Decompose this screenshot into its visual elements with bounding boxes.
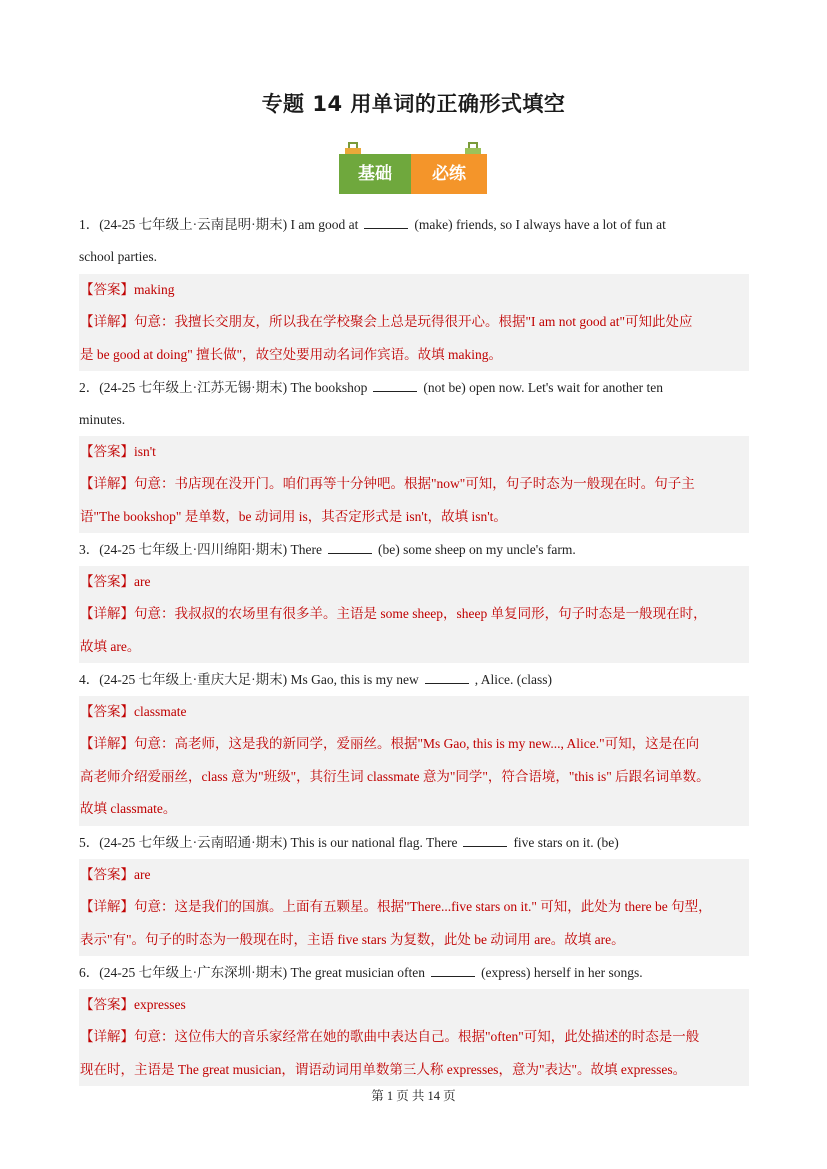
question-4: 4．(24-25 七年级上·重庆大足·期末) Ms Gao, this is my new , Alice. (class) bbox=[79, 664, 749, 696]
page-title: 专题 14 用单词的正确形式填空 bbox=[261, 92, 566, 116]
question-5: 5．(24-25 七年级上·云南昭通·期末) This is our national flag. There five stars on it. (be) bbox=[79, 827, 749, 859]
answer-box-6: 【答案】expresses 【详解】句意：这位伟大的音乐家经常在她的歌曲中表达自己。根据"often"可知，此处描述的时态是一般 现在时，主语是 The great musician，谓语动词用单数第三人称 expresses，意为"表达"。故填 expresses。 bbox=[79, 989, 749, 1086]
answer-blank bbox=[328, 539, 372, 554]
answer-box-5: 【答案】are 【详解】句意：这是我们的国旗。上面有五颗星。根据"There...five stars on it." 可知，此处为 there be 句型， 表示"有"。句子的时态为一般现在时，主语 five stars 为复数，此处 be 动词用 are。故填 are。 bbox=[79, 859, 749, 956]
answer-blank bbox=[364, 214, 408, 229]
answer-blank bbox=[431, 962, 475, 977]
badge-basic: 基础 bbox=[339, 154, 411, 194]
answer-box-4: 【答案】classmate 【详解】句意：高老师，这是我的新同学，爱丽丝。根据"Ms Gao, this is my new..., Alice."可知，这是在向 高老师介绍爱丽丝，class 意为"班级"，其衍生词 classmate 意为"同学"，符合语境，"this is" 后跟名词单数。 故填 classmate。 bbox=[79, 696, 749, 826]
answer-box-1: 【答案】making 【详解】句意：我擅长交朋友，所以我在学校聚会上总是玩得很开心。根据"I am not good at"可知此处应 是 be good at doing" 擅长做"，故空处要用动名词作宾语。故填 making。 bbox=[79, 274, 749, 371]
page-footer: 第 1 页 共 14 页 bbox=[371, 1089, 456, 1103]
question-6: 6．(24-25 七年级上·广东深圳·期末) The great musician often (express) herself in her songs. bbox=[79, 957, 749, 989]
answer-box-2: 【答案】isn't 【详解】句意：书店现在没开门。咱们再等十分钟吧。根据"now"可知，句子时态为一般现在时。句子主 语"The bookshop" 是单数，be 动词用 is，其否定形式是 isn't，故填 isn't。 bbox=[79, 436, 749, 533]
answer-blank bbox=[373, 377, 417, 392]
question-2: 2．(24-25 七年级上·江苏无锡·期末) The bookshop (not be) open now. Let's wait for another ten minutes. bbox=[79, 372, 749, 436]
question-3: 3．(24-25 七年级上·四川绵阳·期末) There (be) some sheep on my uncle's farm. bbox=[79, 534, 749, 566]
question-1: 1．(24-25 七年级上·云南昆明·期末) I am good at (make) friends, so I always have a lot of fun at school parties. bbox=[79, 209, 749, 273]
section-badge bbox=[339, 142, 491, 196]
answer-blank bbox=[463, 832, 507, 847]
badge-practice: 必练 bbox=[411, 154, 487, 194]
answer-blank bbox=[425, 669, 469, 684]
answer-box-3: 【答案】are 【详解】句意：我叔叔的农场里有很多羊。主语是 some sheep，sheep 单复同形，句子时态是一般现在时， 故填 are。 bbox=[79, 566, 749, 663]
